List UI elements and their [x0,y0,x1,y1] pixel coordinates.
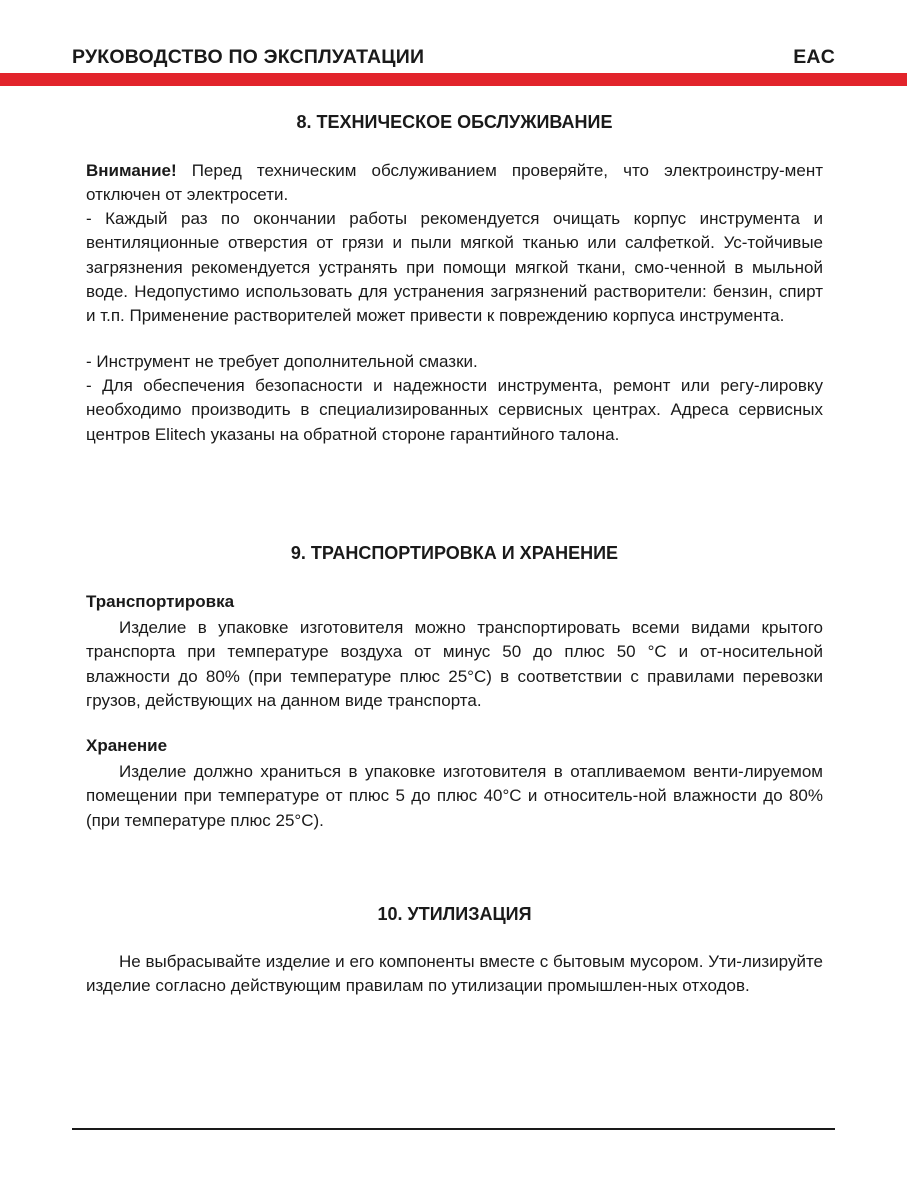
manual-title: РУКОВОДСТВО ПО ЭКСПЛУАТАЦИИ [72,46,425,68]
maintenance-item-lubrication: - Инструмент не требует дополнительной смазки. [86,352,478,371]
maintenance-item-cleaning: - Каждый раз по окончании работы рекомендуется очищать корпус инструмента и вентиляционные отверстия от грязи и пыли мягкой тканью или салфеткой. Ус-тойчивые загрязнения рекомендуется устранять при помощи мягкой ткани, смо-ченной в мыльной воде. Недопустимо использовать для устранения загрязнений растворители: бензин, спирт и т.п. Применение растворителей может привести к повреждению корпуса инструмента. [86,209,823,326]
warning-text: Перед техническим обслуживанием проверяйте, что электроинстру-мент отключен от электросети. [86,161,823,205]
footer-rule [72,1128,835,1130]
maintenance-item-service: - Для обеспечения безопасности и надежности инструмента, ремонт или регу-лировку необходимо производить в специализированных сервисных центрах. Адреса сервисных центров Elitech указаны на обратной стороне гарантийного талона. [86,376,823,444]
disposal-text: Не выбрасывайте изделие и его компоненты вместе с бытовым мусором. Ути-лизируйте изделие согласно действующим правилам по утилизации промышлен-ных отходов. [86,952,823,996]
transport-heading: Транспортировка [86,592,235,611]
warning-label: Внимание! [86,161,177,180]
section-title-transport: 9. ТРАНСПОРТИРОВКА И ХРАНЕНИЕ [290,543,619,563]
section-title-maintenance: 8. ТЕХНИЧЕСКОЕ ОБСЛУЖИВАНИЕ [296,112,613,132]
storage-heading: Хранение [86,736,168,755]
page-header [72,46,835,69]
storage-text: Изделие должно храниться в упаковке изготовителя в отапливаемом венти-лируемом помещении при температуре от плюс 5 до плюс 40°С и относитель-ной влажности до 80% (при температуре плюс 25°С). [86,762,823,830]
maintenance-warning [86,159,823,208]
transport-text: Изделие в упаковке изготовителя можно транспортировать всеми видами крытого транспорта при температуре воздуха от минус 50 до плюс 50 °С и от-носительной влажности до 80% (при температуре плюс 25°С) в соответствии с правилами перевозки грузов, действующих на данном виде транспорта. [86,618,823,710]
eac-mark: EAC [793,46,835,68]
header-red-band [0,73,907,86]
section-title-disposal: 10. УТИЛИЗАЦИЯ [377,904,532,924]
